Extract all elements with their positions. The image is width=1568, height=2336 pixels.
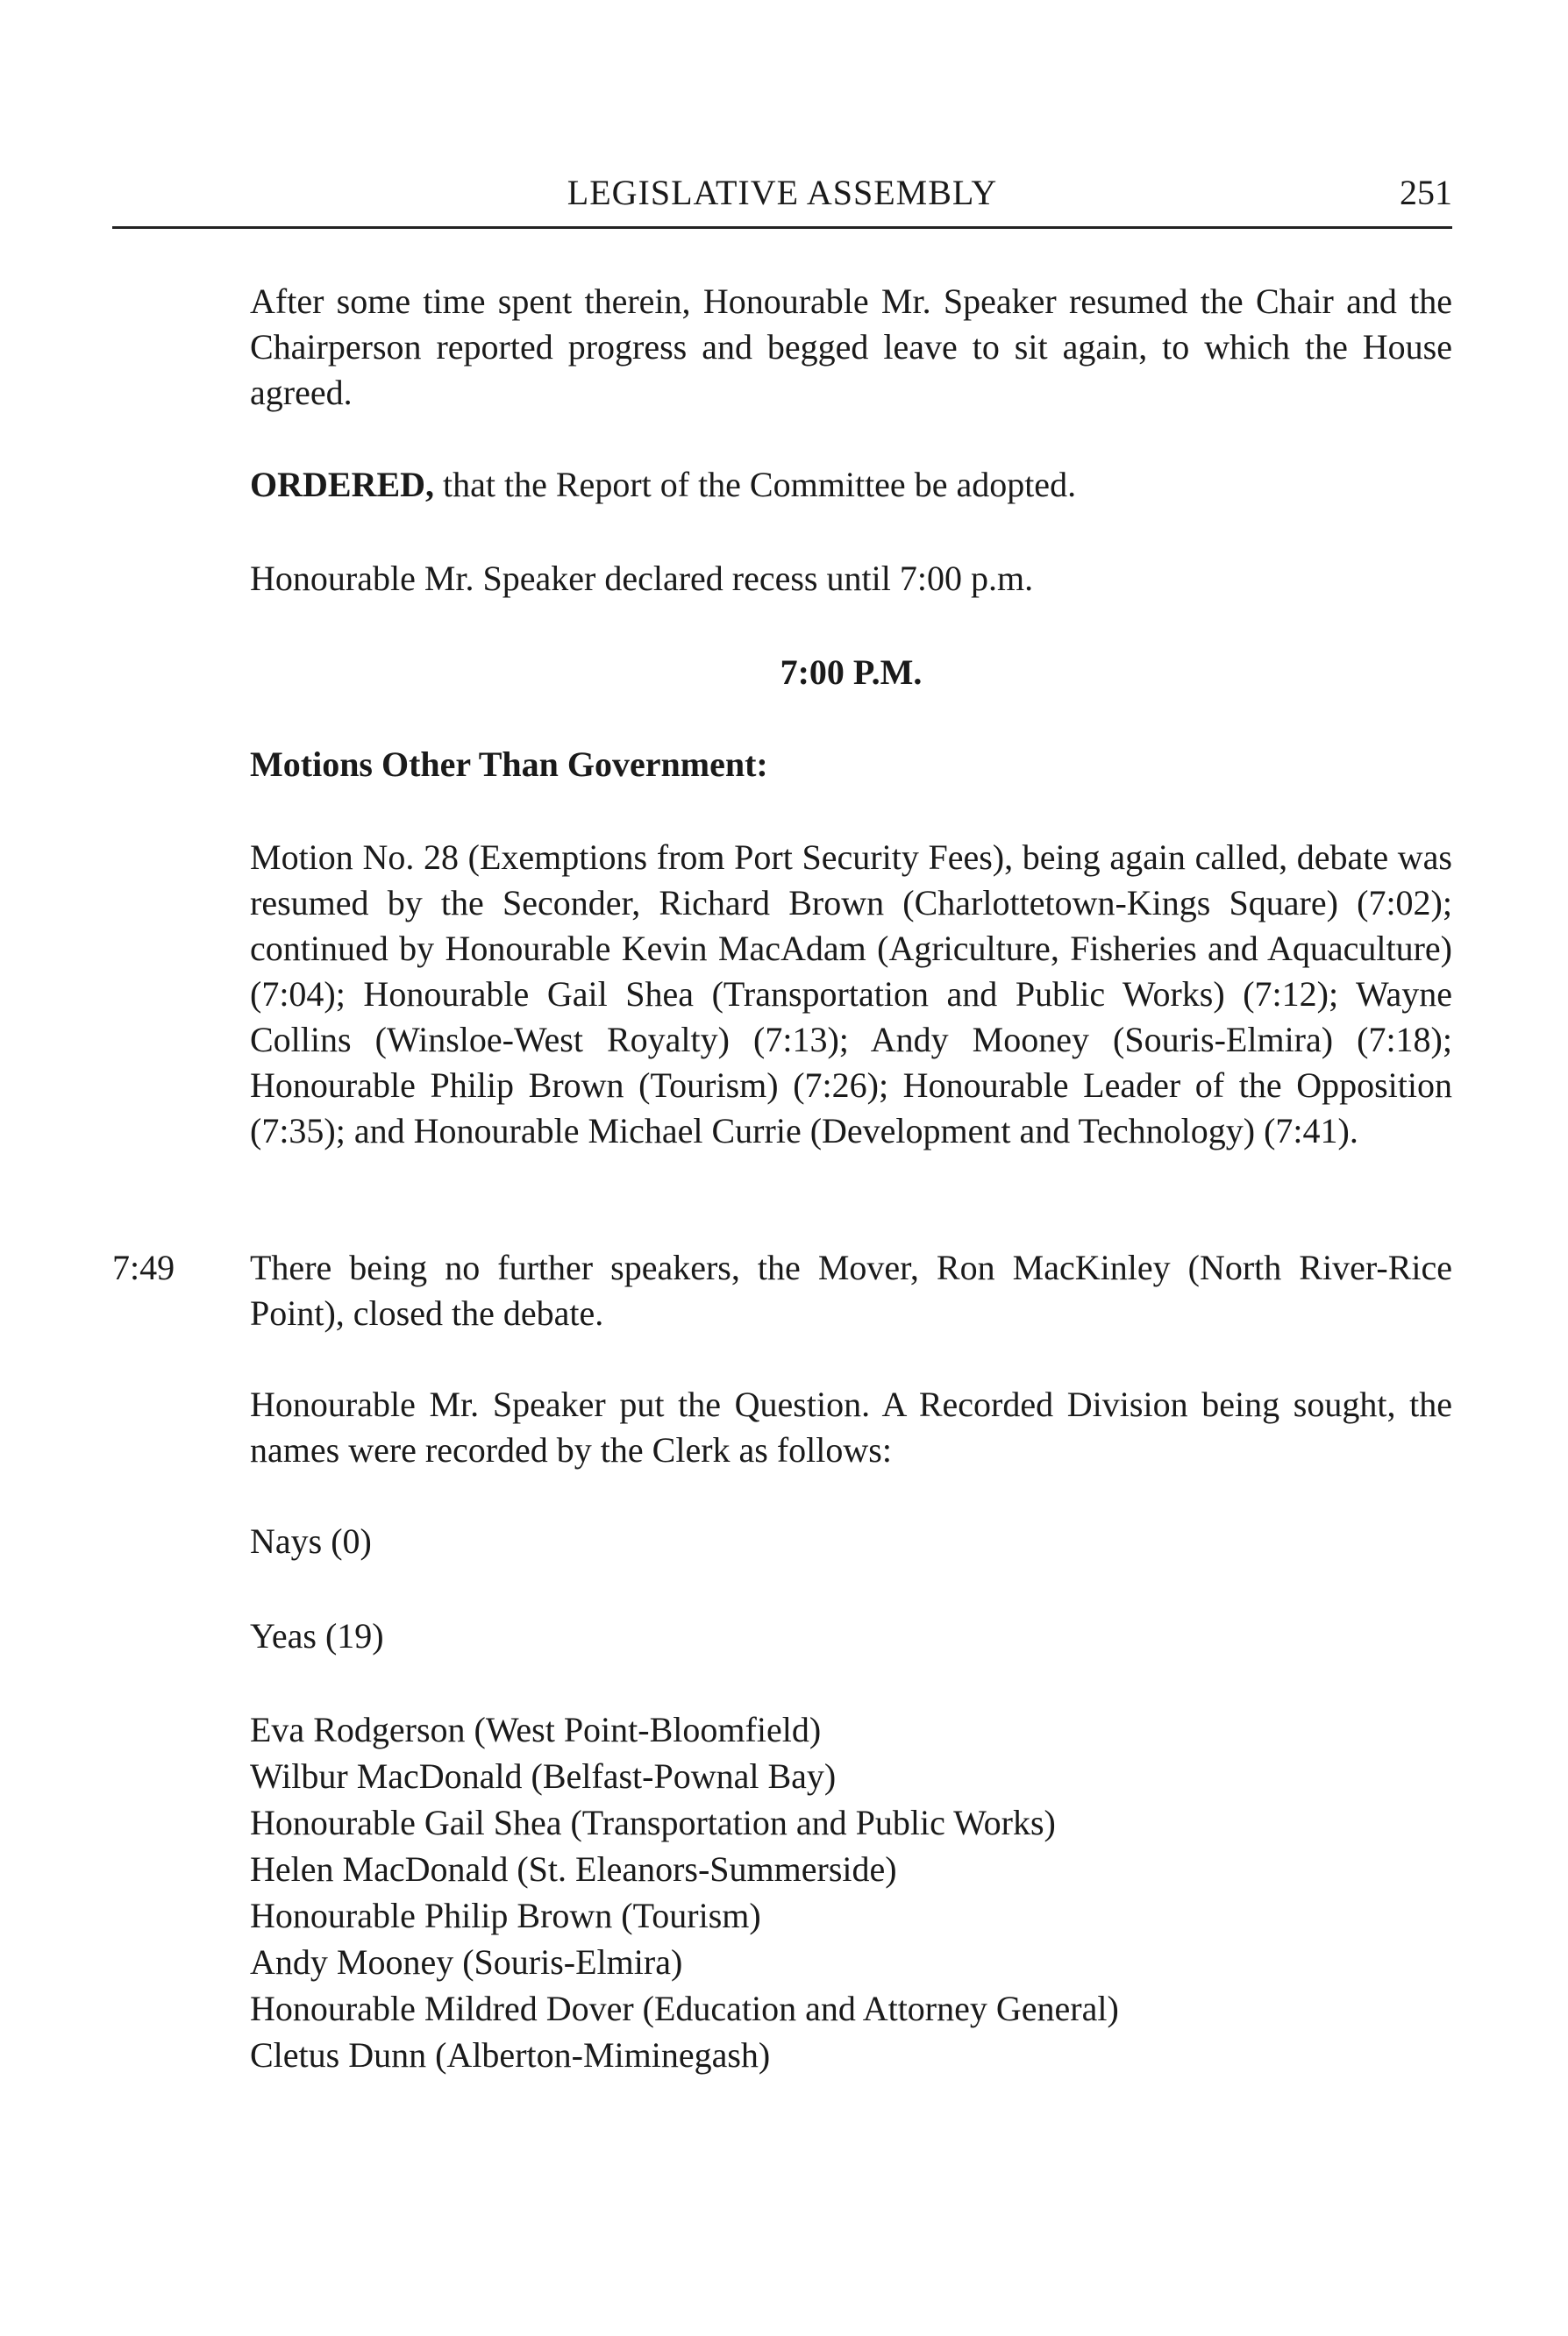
list-item: Honourable Gail Shea (Transportation and Public Works) <box>250 1803 1056 1842</box>
list-item: Andy Mooney (Souris-Elmira) <box>250 1942 683 1982</box>
margin-timestamp: 7:49 <box>112 1248 175 1287</box>
page-number: 251 <box>1400 173 1452 212</box>
paragraph-motion-debate: Motion No. 28 (Exemptions from Port Security Fees), being again called, debate was resumed by the Seconder, Richard Brown (Charlottetown-Kings Square) (7:02); continued by Honourable Kevin MacAdam (Agriculture, Fisheries and Aquaculture) (7:04); Honourable Gail Shea (Transportation and Public Works) (7:12); Wayne Collins (Winsloe-West Royalty) (7:13); Andy Mooney (Souris-Elmira) (7:18); Honourable Philip Brown (Tourism) (7:26); Honourable Leader of the Opposition (7:35); and Honourable Michael Currie (Development and Technology) (7:41). <box>250 837 1452 1150</box>
paragraph-question: Honourable Mr. Speaker put the Question. A Recorded Division being sought, the names were recorded by the Clerk as follows: <box>250 1385 1452 1470</box>
list-item: Helen MacDonald (St. Eleanors-Summerside) <box>250 1849 897 1889</box>
paragraph-closed-debate: There being no further speakers, the Mover, Ron MacKinley (North River-Rice Point), closed the debate. <box>250 1248 1452 1333</box>
yeas-name-list <box>250 1706 1452 2078</box>
section-heading: Motions Other Than Government: <box>250 744 768 784</box>
paragraph-recess: Honourable Mr. Speaker declared recess until 7:00 p.m. <box>250 559 1034 598</box>
list-item: Honourable Mildred Dover (Education and Attorney General) <box>250 1989 1119 2028</box>
list-item: Honourable Philip Brown (Tourism) <box>250 1896 761 1935</box>
list-item: Wilbur MacDonald (Belfast-Pownal Bay) <box>250 1756 837 1796</box>
yeas-count: Yeas (19) <box>250 1616 384 1656</box>
list-item: Cletus Dunn (Alberton-Miminegash) <box>250 2035 771 2075</box>
ordered-text: that the Report of the Committee be adopted. <box>434 465 1077 504</box>
paragraph-committee-report: After some time spent therein, Honourable Mr. Speaker resumed the Chair and the Chairperson reported progress and begged leave to sit again, to which the House agreed. <box>250 281 1452 412</box>
page-header <box>112 168 1452 229</box>
ordered-label: ORDERED, <box>250 465 435 504</box>
time-heading: 7:00 P.M. <box>780 652 923 692</box>
header-title: LEGISLATIVE ASSEMBLY <box>567 173 998 212</box>
list-item: Eva Rodgerson (West Point-Bloomfield) <box>250 1710 822 1749</box>
paragraph-ordered <box>250 462 1452 508</box>
nays-count: Nays (0) <box>250 1521 372 1561</box>
